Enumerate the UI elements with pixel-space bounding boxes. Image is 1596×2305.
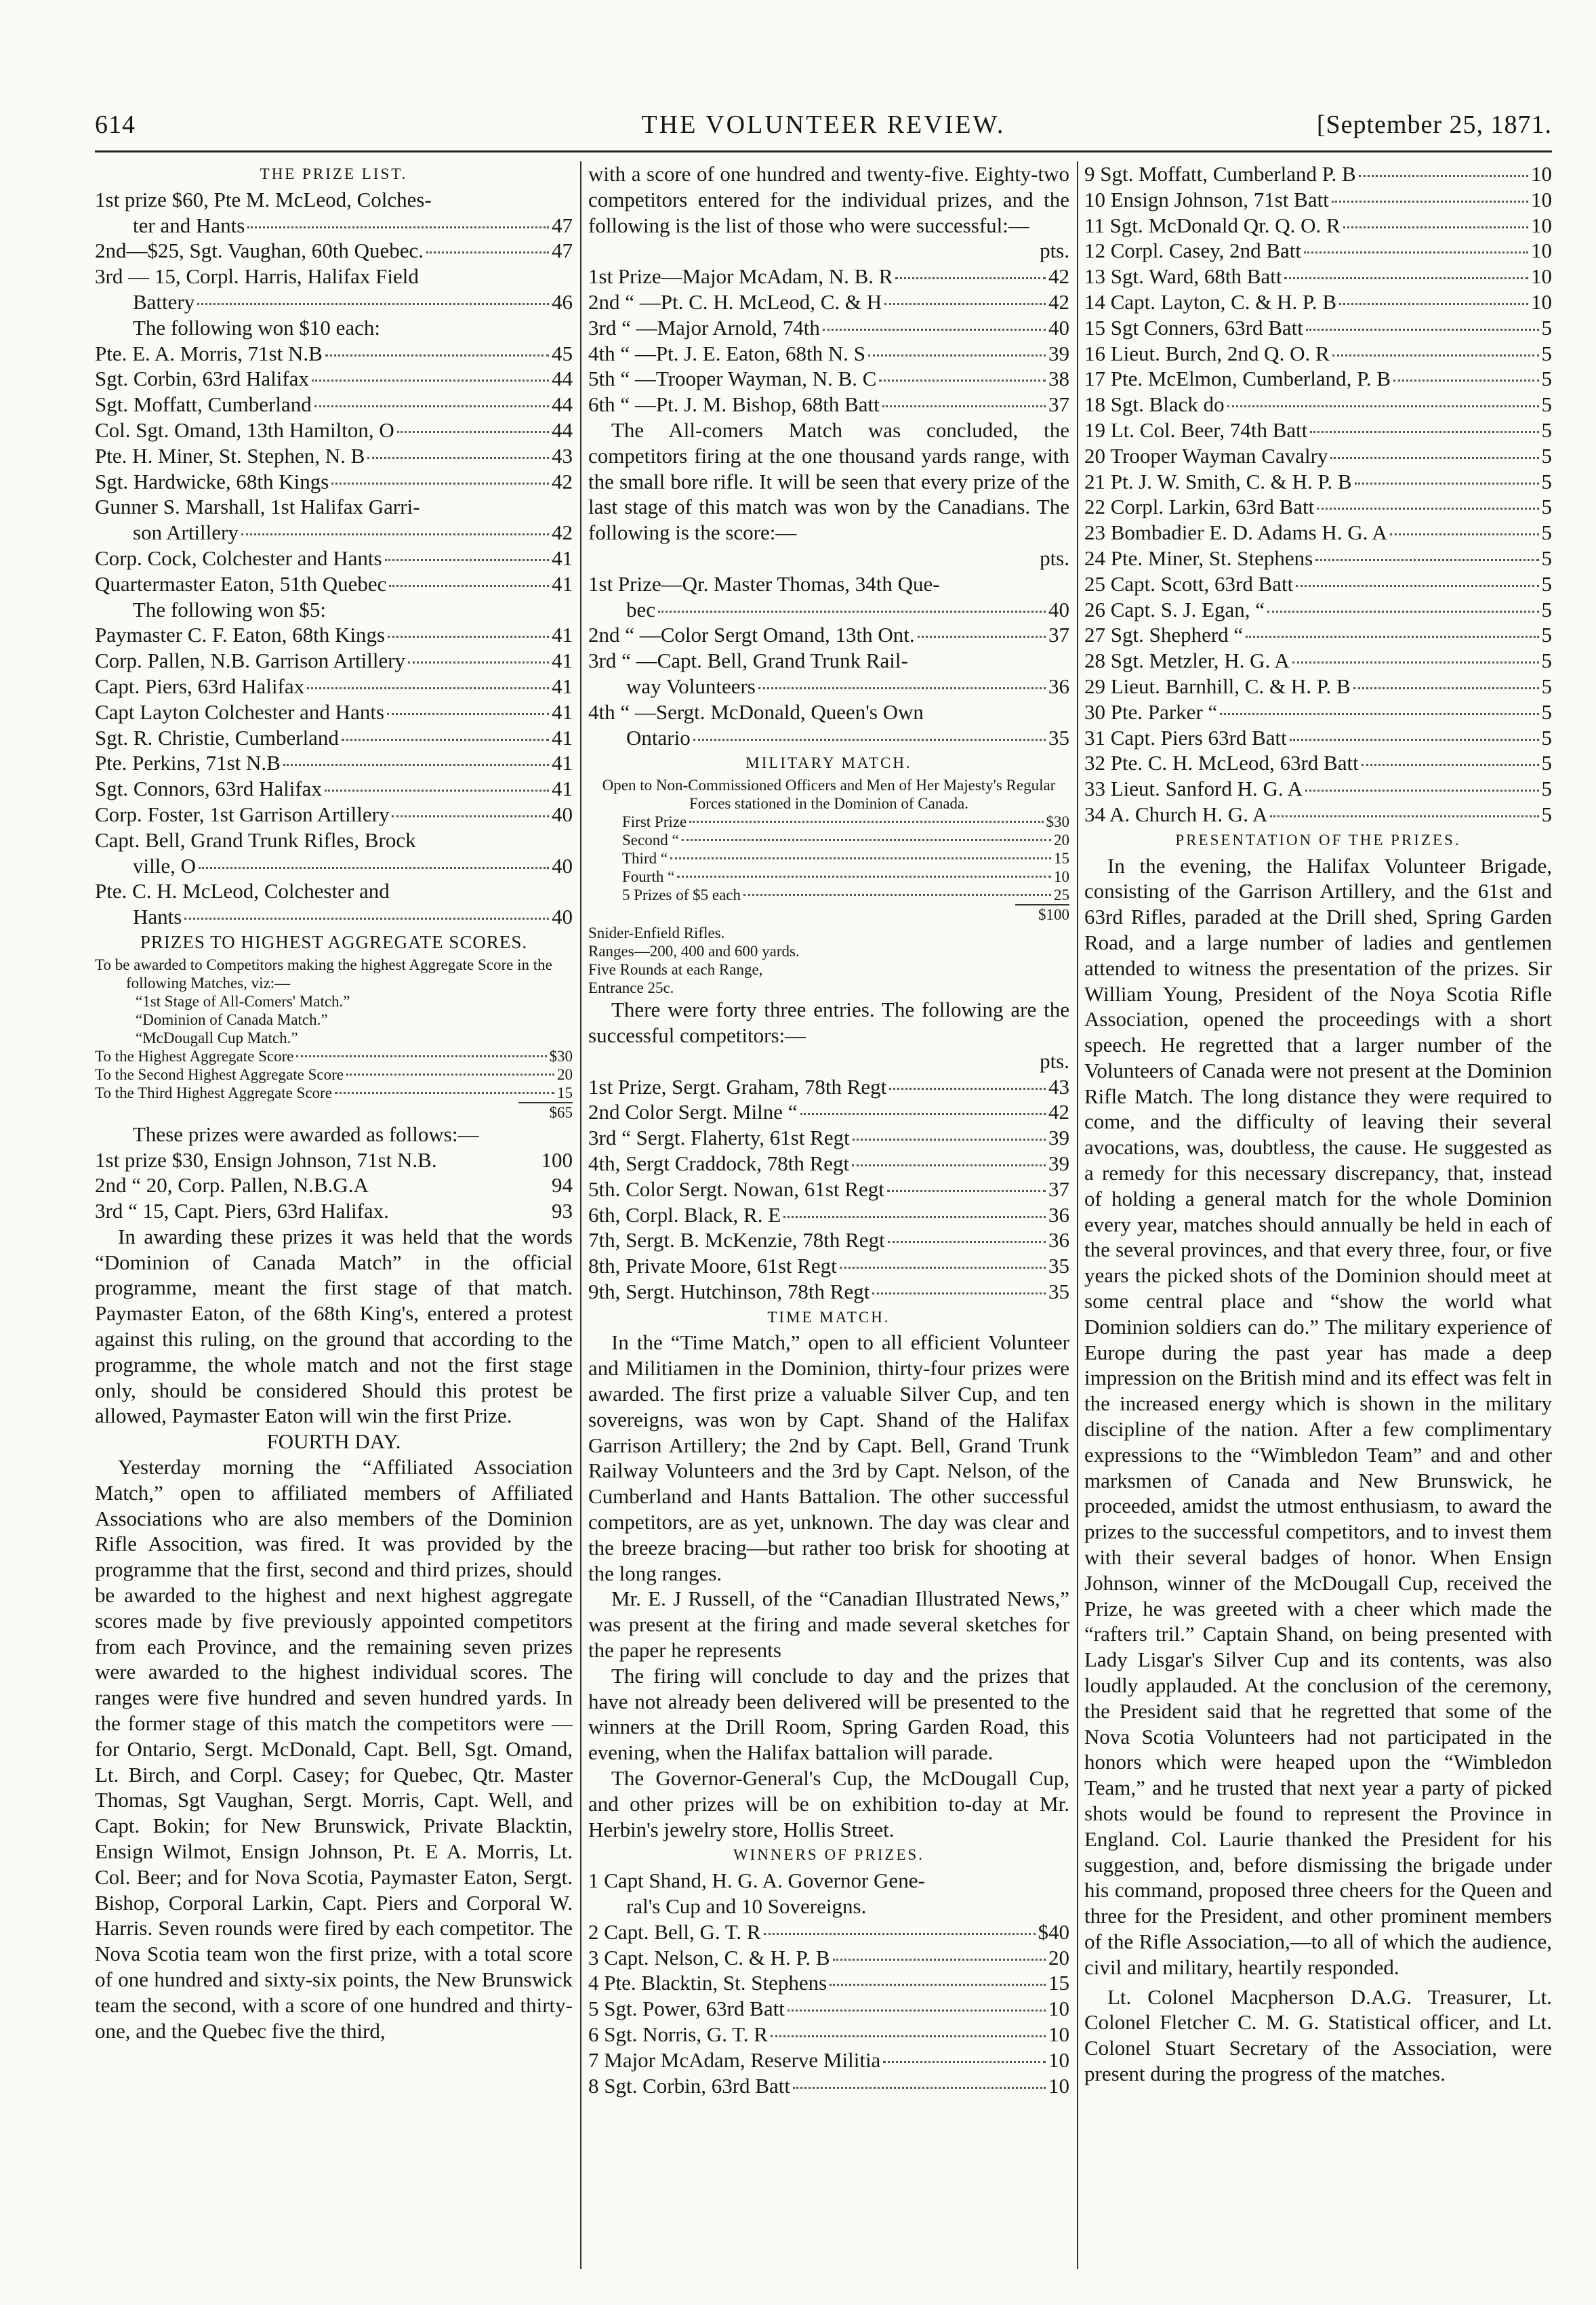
- list-item: First Prize $30: [622, 813, 1069, 831]
- presentation-heading: PRESENTATION OF THE PRIZES.: [1175, 831, 1461, 849]
- list-item: Pte. H. Miner, St. Stephen, N. B 43: [95, 443, 573, 468]
- column-1: [95, 161, 573, 2269]
- closing-paragraph: Lt. Colonel Macpherson D.A.G. Treasurer, Lt. Colonel Fletcher C. M. G. Statistical officer, and Lt. Colonel Stuart Secretary of the Association, were present during the progress of the matches.: [1084, 1984, 1552, 2085]
- list-item: 9 Sgt. Moffatt, Cumberland P. B 10: [1084, 162, 1552, 186]
- list-item: 4th “ —Pt. J. E. Eaton, 68th N. S 39: [588, 341, 1069, 365]
- list-item: 6 Sgt. Norris, G. T. R 10: [588, 2022, 1069, 2046]
- first-prize-score: ter and Hants 47: [133, 213, 573, 237]
- list-item: 1st prize $30, Ensign Johnson, 71st N.B. 100: [95, 1147, 573, 1172]
- list-item: 3rd “ Sergt. Flaherty, 61st Regt 39: [588, 1126, 1069, 1150]
- list-item: 30 Pte. Parker “ 5: [1084, 699, 1552, 724]
- publication-title: THE VOLUNTEER REVIEW.: [641, 110, 1006, 139]
- five-dollar-list: [95, 622, 573, 827]
- awarded-heading: These prizes were awarded as follows:—: [133, 1122, 479, 1146]
- list-item: 16 Lieut. Burch, 2nd Q. O. R 5: [1084, 341, 1552, 365]
- list-item: 32 Pte. C. H. McLeod, 63rd Batt 5: [1084, 751, 1552, 775]
- list-item: Corp. Cock, Colchester and Hants 41: [95, 546, 573, 570]
- list-item: 5th. Color Sergt. Nowan, 61st Regt 37: [588, 1177, 1069, 1201]
- list-item: bec 40: [626, 597, 1069, 621]
- list-item: Corp. Pallen, N.B. Garrison Artillery 41: [95, 649, 573, 673]
- third-prize-line: 3rd — 15, Corpl. Harris, Halifax Field: [95, 264, 419, 289]
- list-item: 3rd “ 15, Capt. Piers, 63rd Halifax. 93: [95, 1199, 573, 1223]
- entries-paragraph: There were forty three entries. The following are the successful competitors:—: [588, 998, 1069, 1047]
- list-item: 17 Pte. McElmon, Cumberland, P. B 5: [1084, 367, 1552, 391]
- list-item: 1st Prize—Qr. Master Thomas, 34th Que-: [588, 571, 940, 596]
- list-item: Hants 40: [133, 905, 573, 929]
- list-item: 2nd “ —Color Sergt Omand, 13th Ont. 37: [588, 623, 1069, 647]
- list-item: 6th, Corpl. Black, R. E 36: [588, 1202, 1069, 1227]
- list-item: 24 Pte. Miner, St. Stephens 5: [1084, 546, 1552, 570]
- list-item: Quartermaster Eaton, 51th Quebec 41: [95, 571, 573, 596]
- military-heading: MILITARY MATCH.: [745, 754, 912, 772]
- winners-heading: WINNERS OF PRIZES.: [733, 1846, 925, 1864]
- list-item: ville, O 40: [133, 853, 573, 878]
- list-item: 29 Lieut. Barnhill, C. & H. P. B 5: [1084, 674, 1552, 698]
- list-item: 28 Sgt. Metzler, H. G. A 5: [1084, 649, 1552, 673]
- time-match-paragraph: In the “Time Match,” open to all efficient Volunteer and Militiamen in the Dominion, thirty-four prizes were awarded. The first prize a valuable Silver Cup, and ten sovereigns, was won by Capt. Shand of the Halifax Garrison Artillery; the 2nd by Capt. Bell, Grand Trunk Railway Volunteers and the 3rd by Capt. Nelson, of the Cumberland and Hants Battalion. The other successful competitors, are as yet, unknown. The day was clear and the breeze bracing—but rather too brisk for shooting at the long ranges.: [588, 1330, 1069, 1585]
- list-item: Corp. Foster, 1st Garrison Artillery 40: [95, 802, 573, 826]
- first-prize-line: 1st prize $60, Pte M. McLeod, Colches-: [95, 187, 432, 211]
- firing-paragraph: The firing will conclude to day and the prizes that have not already been delivered will be presented to the winners at the Drill Room, Spring Garden Road, this evening, when the Halifax battalion will parade.: [588, 1663, 1069, 1765]
- page-header: [95, 110, 1552, 145]
- issue-date: [September 25, 1871.: [1316, 110, 1552, 139]
- list-item: 5th “ —Trooper Wayman, N. B. C 38: [588, 367, 1069, 391]
- ten-dollar-heading: The following won $10 each:: [133, 315, 381, 340]
- aggregate-matches: [95, 992, 573, 1047]
- list-item: Ranges—200, 400 and 600 yards.: [588, 943, 800, 960]
- prize-list-heading: THE PRIZE LIST.: [260, 165, 408, 182]
- time-match-heading: TIME MATCH.: [767, 1308, 891, 1326]
- list-item: 1st Prize—Major McAdam, N. B. R 42: [588, 264, 1069, 289]
- awarding-paragraph: In awarding these prizes it was held that the words “Dominion of Canada Match” in the official programme, meant the first stage of that match. Paymaster Eaton, of the 68th King's, entered a protest against this ruling, on the ground that according to the programme, the whole match and not the first stage only, should be considered Should this protest be allowed, Paymaster Eaton will win the first Prize.: [95, 1224, 573, 1428]
- list-item: way Volunteers 36: [626, 674, 1069, 698]
- list-item: 2 Capt. Bell, G. T. R $40: [588, 1919, 1069, 1944]
- list-item: Entrance 25c.: [588, 979, 674, 997]
- list-item: Sgt. Corbin, 63rd Halifax 44: [95, 367, 573, 391]
- allcomers-pts-label: pts.: [1040, 546, 1069, 570]
- fourth-day-paragraph: Yesterday morning the “Affiliated Association Match,” open to affiliated members of Affiliated Associations who are also members of the Dominion Rifle Assocition, was fired. It was provided by the programme that the first, second and third prizes, should be awarded to the highest and next highest aggregate scores made by five previously appointed competitors from each Province, and the remaining seven prizes were awarded to the highest individual scores. The ranges were five hundred and seven hundred yards. In the former stage of this match the competitors were —for Ontario, Sergt. McDonald, Capt. Bell, Sgt. Omand, Lt. Birch, and Corpl. Casey; for Quebec, Qtr. Master Thomas, Sgt Vaughan, Sergt. Morris, Capt. Well, and Capt. Bokin; for New Brunswick, Private Blacktin, Ensign Wilmot, Ensign Johnson, Pt. E A. Morris, Lt. Col. Beer; and for Nova Scotia, Paymaster Eaton, Sergt. Bishop, Corporal Larkin, Capt. Piers and Corporal W. Harris. Seven rounds were fired by each competitor. The Nova Scotia team won the first prize, with a total score of one hundred and sixty-six points, the New Brunswick team the second, with a score of one hundred and thirty-one, and the Quebec five the third,: [95, 1455, 573, 2043]
- list-item: 18 Sgt. Black do 5: [1084, 392, 1552, 417]
- awarded-list: [95, 1147, 573, 1224]
- list-item: 25 Capt. Scott, 63rd Batt 5: [1084, 571, 1552, 596]
- column-3: [1084, 161, 1552, 2269]
- pts-label: pts.: [1040, 239, 1069, 263]
- list-item: Fourth “ 10: [622, 868, 1069, 886]
- list-item: 8 Sgt. Corbin, 63rd Batt 10: [588, 2073, 1069, 2098]
- governor-paragraph: The Governor-General's Cup, the McDougall Cup, and other prizes will be on exhibition to-day at Mr. Herbin's jewelry store, Hollis Street.: [588, 1766, 1069, 1841]
- aggregate-intro: To be awarded to Competitors making the highest Aggregate Score in the following Matches, viz:—: [95, 956, 552, 992]
- list-item: Five Rounds at each Range,: [588, 961, 763, 979]
- list-item: 4 Pte. Blacktin, St. Stephens 15: [588, 1971, 1069, 1995]
- military-intro: Open to Non-Commissioned Officers and Men of Her Majesty's Regular Forces stationed in the Dominion of Canada.: [602, 777, 1056, 813]
- military-total: $100: [1015, 904, 1069, 924]
- list-item: 27 Sgt. Shepherd “ 5: [1084, 623, 1552, 647]
- list-item: Gunner S. Marshall, 1st Halifax Garri-: [95, 495, 420, 519]
- ten-dollar-list: [95, 341, 573, 495]
- five-dollar-heading: The following won $5:: [133, 597, 326, 621]
- list-item: 5 Prizes of $5 each 25: [622, 886, 1069, 904]
- list-item: Snider-Enfield Rifles.: [588, 924, 725, 942]
- list-item: 6th “ —Pt. J. M. Bishop, 68th Batt 37: [588, 392, 1069, 417]
- list-item: ral's Cup and 10 Sovereigns.: [626, 1894, 867, 1919]
- column-divider-2: [1077, 161, 1078, 2269]
- list-item: To the Highest Aggregate Score $30: [95, 1047, 573, 1065]
- list-item: 4th, Sergt Craddock, 78th Regt 39: [588, 1151, 1069, 1175]
- list-item: 8th, Private Moore, 61st Regt 35: [588, 1254, 1069, 1278]
- list-item: Second “ 20: [622, 832, 1069, 849]
- military-prizes: [588, 813, 1069, 904]
- list-item: 3rd “ —Major Arnold, 74th 40: [588, 315, 1069, 340]
- fourth-day-heading: FOURTH DAY.: [266, 1429, 401, 1454]
- intro-paragraph: with a score of one hundred and twenty-five. Eighty-two competitors entered for the individual prizes, and the following is the list of those who were successful:—: [588, 162, 1069, 237]
- list-item: 2nd “ 20, Corp. Pallen, N.B.G.A 94: [95, 1173, 573, 1198]
- list-item: “McDougall Cup Match.”: [136, 1029, 298, 1046]
- list-item: 2nd Color Sergt. Milne “ 42: [588, 1100, 1069, 1124]
- list-item: “Dominion of Canada Match.”: [136, 1011, 328, 1028]
- list-item: 1st Prize, Sergt. Graham, 78th Regt 43: [588, 1074, 1069, 1099]
- list-item: Capt Layton Colchester and Hants 41: [95, 699, 573, 724]
- list-item: 21 Pt. J. W. Smith, C. & H. P. B 5: [1084, 469, 1552, 493]
- list-item: 1 Capt Shand, H. G. A. Governor Gene-: [588, 1869, 925, 1893]
- list-item: 12 Corpl. Casey, 2nd Batt 10: [1084, 239, 1552, 263]
- list-item: 26 Capt. S. J. Egan, “ 5: [1084, 597, 1552, 621]
- list-item: Third “ 15: [622, 850, 1069, 868]
- page-number: 614: [95, 110, 136, 139]
- list-item: 15 Sgt Conners, 63rd Batt 5: [1084, 315, 1552, 340]
- list-item: 23 Bombadier E. D. Adams H. G. A 5: [1084, 521, 1552, 545]
- third-prize-score: Battery 46: [133, 289, 573, 314]
- column-divider-1: [580, 161, 581, 2269]
- russell-paragraph: Mr. E. J Russell, of the “Canadian Illustrated News,” was present at the firing and made several sketches for the paper he represents: [588, 1587, 1069, 1663]
- list-item: 10 Ensign Johnson, 71st Batt 10: [1084, 187, 1552, 211]
- winners-list-a: [588, 1919, 1069, 2099]
- list-item: Col. Sgt. Omand, 13th Hamilton, O 44: [95, 417, 573, 442]
- list-item: Sgt. Hardwicke, 68th Kings 42: [95, 469, 573, 493]
- list-item: Ontario 35: [626, 725, 1069, 750]
- list-item: Pte. C. H. McLeod, Colchester and: [95, 879, 390, 903]
- list-item: 2nd “ —Pt. C. H. McLeod, C. & H 42: [588, 289, 1069, 314]
- list-item: 4th “ —Sergt. McDonald, Queen's Own: [588, 699, 924, 724]
- winners-list-b: [1084, 161, 1552, 828]
- list-item: 3rd “ —Capt. Bell, Grand Trunk Rail-: [588, 649, 908, 673]
- list-item: 31 Capt. Piers 63rd Batt 5: [1084, 725, 1552, 750]
- allcomers-paragraph: The All-comers Match was concluded, the competitors firing at the one thousand yards range, with the small bore rifle. It will be seen that every prize of the last stage of this match was won by the Canadians. The following is the score:—: [588, 417, 1069, 545]
- second-prize-line: 2nd—$25, Sgt. Vaughan, 60th Quebec. 47: [95, 239, 573, 263]
- list-item: To the Second Highest Aggregate Score 20: [95, 1065, 573, 1083]
- list-item: 33 Lieut. Sanford H. G. A 5: [1084, 777, 1552, 801]
- list-item: Sgt. Connors, 63rd Halifax 41: [95, 777, 573, 801]
- military-results: [588, 1074, 1069, 1305]
- list-item: 14 Capt. Layton, C. & H. P. B 10: [1084, 289, 1552, 314]
- header-rule: [95, 150, 1552, 152]
- list-item: 34 A. Church H. G. A 5: [1084, 802, 1552, 826]
- list-item: Sgt. Moffatt, Cumberland 44: [95, 392, 573, 417]
- list-item: 11 Sgt. McDonald Qr. Q. O. R 10: [1084, 213, 1552, 237]
- list-item: 3 Capt. Nelson, C. & H. P. B 20: [588, 1945, 1069, 1970]
- list-item: Sgt. R. Christie, Cumberland 41: [95, 725, 573, 750]
- list-item: “1st Stage of All-Comers' Match.”: [136, 992, 350, 1010]
- aggregate-awards: [95, 1047, 573, 1102]
- list-item: Capt. Bell, Grand Trunk Rifles, Brock: [95, 828, 416, 852]
- list-item: 20 Trooper Wayman Cavalry 5: [1084, 443, 1552, 468]
- aggregate-heading: PRIZES TO HIGHEST AGGREGATE SCORES.: [140, 931, 528, 952]
- military-pts-label: pts.: [1040, 1048, 1069, 1073]
- list-item: Capt. Piers, 63rd Halifax 41: [95, 674, 573, 698]
- list-item: 7th, Sergt. B. McKenzie, 78th Regt 36: [588, 1228, 1069, 1252]
- list-item: 7 Major McAdam, Reserve Militia 10: [588, 2047, 1069, 2072]
- list-item: 19 Lt. Col. Beer, 74th Batt 5: [1084, 417, 1552, 442]
- list-item: Pte. E. A. Morris, 71st N.B 45: [95, 341, 573, 365]
- list-item: son Artillery 42: [133, 521, 573, 545]
- list-item: To the Third Highest Aggregate Score 15: [95, 1084, 573, 1101]
- individual-results: [588, 264, 1069, 417]
- military-terms: [588, 924, 1069, 997]
- list-item: 5 Sgt. Power, 63rd Batt 10: [588, 1997, 1069, 2021]
- list-item: Pte. Perkins, 71st N.B 41: [95, 751, 573, 775]
- list-item: 13 Sgt. Ward, 68th Batt 10: [1084, 264, 1552, 289]
- list-item: 9th, Sergt. Hutchinson, 78th Regt 35: [588, 1279, 1069, 1303]
- list-item: 22 Corpl. Larkin, 63rd Batt 5: [1084, 495, 1552, 519]
- list-item: Paymaster C. F. Eaton, 68th Kings 41: [95, 623, 573, 647]
- presentation-paragraph: In the evening, the Halifax Volunteer Brigade, consisting of the Garrison Artillery, and the 61st and 63rd Rifles, paraded at the Drill shed, Spring Garden Road, and a large number of ladies and gentlemen attended to witness the presentation of the prizes. Sir William Young, President of the Noya Scotia Rifle Association, opened the proceedings with a short speech. He regretted that a larger number of the Volunteers of Canada were not present at the Dominion Rifle Match. The long distance they were required to come, and the difficulty of leaving their several avocations, was, doubtless, the cause. He suggested as a remedy for this necessary discrepancy, that, instead of holding a general match for the whole Dominion every year, matches should annually be held in each of the several provinces, and that every three, four, or five years the picked shots of the Dominion should meet at some central place and “show the world what Dominion soldiers can do.” The military experience of Europe during the past year has made a deep impression on the British mind and its effect was felt in the increased energy which is shown in the military discipline of the nation. After a few complimentary expressions to the “Wimbledon Team” and and other marksmen of Canada and New Brunswick, he proceeded, amidst the utmost enthusiasm, to award the prizes to the successful competitors, and to invest them with their several badges of honor. When Ensign Johnson, winner of the McDougall Cup, received the Prize, he was greeted with a cheer which made the “rafters tril.” Captain Shand, on being presented with Lady Lisgar's Silver Cup and its contents, was also loudly applauded. At the conclusion of the ceremony, the President said that he regretted that some of the Nova Scotia Volunteers had not participated in the honors which were heaped upon the “Wimbledon Team,” and he trusted that next year a party of picked shots would be found to represent the Province in England. Col. Laurie thanked the President for his suggestion, and, before dismissing the brigade under his command, proposed three cheers for the Queen and three for the President, and other prominent members of the Rifle Association,—to all of which the audience, civil and military, heartily responded.: [1084, 853, 1552, 1979]
- aggregate-total: $65: [518, 1102, 573, 1122]
- column-2: [588, 161, 1069, 2269]
